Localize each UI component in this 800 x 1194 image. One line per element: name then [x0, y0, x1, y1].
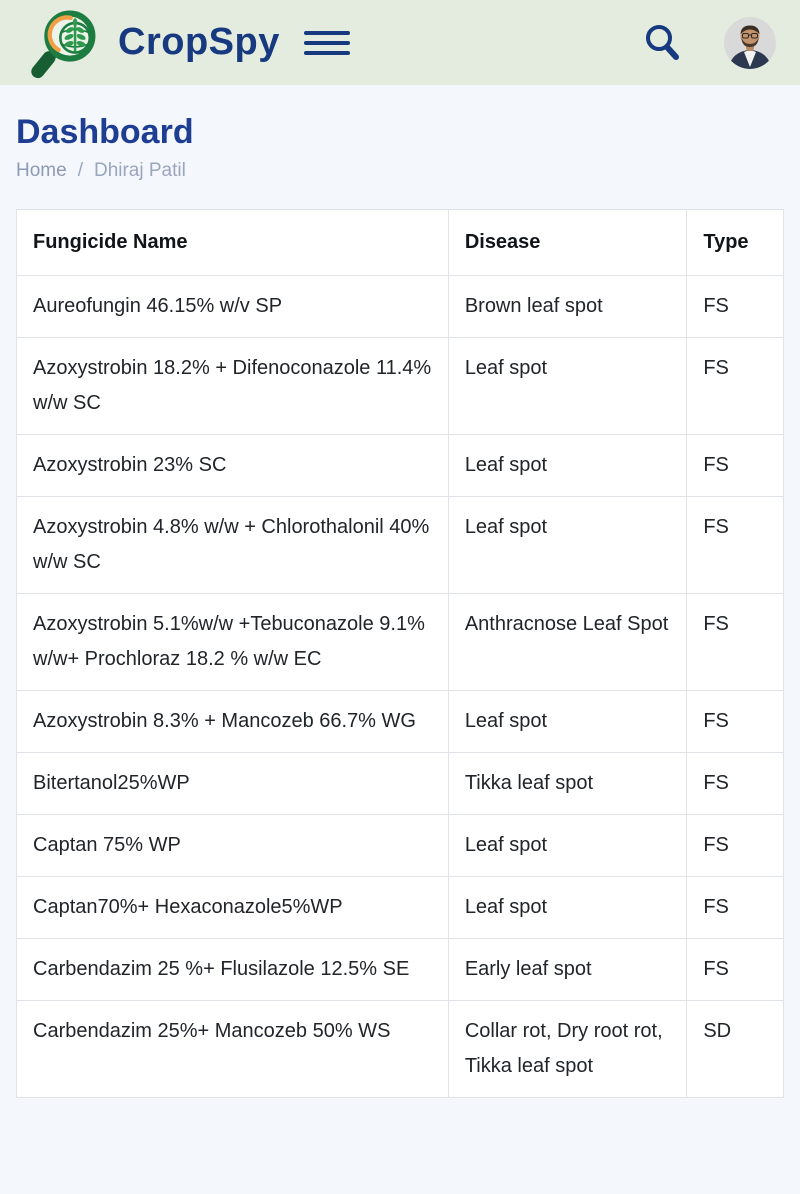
fungicide-name-cell: Azoxystrobin 4.8% w/w + Chlorothalonil 40% w/w SC — [17, 497, 449, 594]
table-row — [17, 1001, 784, 1098]
table-row — [17, 497, 784, 594]
page-title: Dashboard — [16, 113, 194, 151]
breadcrumb-current: Dhiraj Patil — [93, 160, 186, 181]
column-header-fungicide-name: Fungicide Name — [17, 210, 449, 276]
disease-cell: Brown leaf spot — [448, 276, 687, 338]
disease-cell: Leaf spot — [448, 338, 687, 435]
disease-cell: Collar rot, Dry root rot, Tikka leaf spot — [448, 1001, 687, 1098]
table-header-row — [17, 210, 784, 276]
type-cell: FS — [687, 939, 784, 1001]
fungicide-name-cell: Aureofungin 46.15% w/v SP — [17, 276, 449, 338]
search-icon — [642, 22, 682, 64]
user-avatar-photo — [724, 17, 776, 69]
hamburger-bar — [304, 51, 350, 55]
type-cell: FS — [687, 276, 784, 338]
disease-cell: Tikka leaf spot — [448, 753, 687, 815]
fungicide-name-cell: Carbendazim 25%+ Mancozeb 50% WS — [17, 1001, 449, 1098]
disease-cell: Anthracnose Leaf Spot — [448, 594, 687, 691]
type-cell: FS — [687, 753, 784, 815]
breadcrumb-home-link[interactable]: Home — [16, 160, 67, 181]
table-row — [17, 877, 784, 939]
app-header — [0, 0, 800, 85]
type-cell: FS — [687, 877, 784, 939]
disease-cell: Leaf spot — [448, 497, 687, 594]
breadcrumb — [16, 160, 784, 182]
table-body — [17, 276, 784, 1098]
table-row — [17, 435, 784, 497]
disease-cell: Leaf spot — [448, 877, 687, 939]
brand-title[interactable]: CropSpy — [118, 21, 280, 63]
table-header — [17, 210, 784, 276]
header-actions — [642, 17, 776, 69]
column-header-disease: Disease — [448, 210, 687, 276]
search-button[interactable] — [642, 22, 682, 64]
fungicide-name-cell: Azoxystrobin 8.3% + Mancozeb 66.7% WG — [17, 691, 449, 753]
fungicide-name-cell: Carbendazim 25 %+ Flusilazole 12.5% SE — [17, 939, 449, 1001]
type-cell: FS — [687, 435, 784, 497]
disease-cell: Leaf spot — [448, 815, 687, 877]
table-row — [17, 691, 784, 753]
fungicide-name-cell: Azoxystrobin 5.1%w/w +Tebuconazole 9.1% w/w+ Prochloraz 18.2 % w/w EC — [17, 594, 449, 691]
disease-cell: Leaf spot — [448, 435, 687, 497]
table-row — [17, 753, 784, 815]
magnifier-plant-icon — [30, 2, 108, 84]
hamburger-bar — [304, 31, 350, 35]
column-header-type: Type — [687, 210, 784, 276]
hamburger-menu-button[interactable] — [304, 27, 350, 59]
type-cell: FS — [687, 338, 784, 435]
table-row — [17, 939, 784, 1001]
fungicide-name-cell: Azoxystrobin 23% SC — [17, 435, 449, 497]
table-row — [17, 276, 784, 338]
fungicide-table — [16, 209, 784, 1098]
fungicide-name-cell: Captan70%+ Hexaconazole5%WP — [17, 877, 449, 939]
table-row — [17, 594, 784, 691]
type-cell: FS — [687, 815, 784, 877]
type-cell: FS — [687, 691, 784, 753]
table-row — [17, 338, 784, 435]
type-cell: FS — [687, 594, 784, 691]
disease-cell: Early leaf spot — [448, 939, 687, 1001]
type-cell: FS — [687, 497, 784, 594]
table-row — [17, 815, 784, 877]
fungicide-name-cell: Azoxystrobin 18.2% + Difenoconazole 11.4% w/w SC — [17, 338, 449, 435]
fungicide-name-cell: Bitertanol25%WP — [17, 753, 449, 815]
breadcrumb-separator: / — [77, 160, 83, 181]
main-content — [0, 113, 800, 1098]
hamburger-bar — [304, 41, 350, 45]
cropspy-logo[interactable] — [28, 0, 110, 85]
disease-cell: Leaf spot — [448, 691, 687, 753]
type-cell: SD — [687, 1001, 784, 1098]
fungicide-name-cell: Captan 75% WP — [17, 815, 449, 877]
user-avatar[interactable] — [724, 17, 776, 69]
